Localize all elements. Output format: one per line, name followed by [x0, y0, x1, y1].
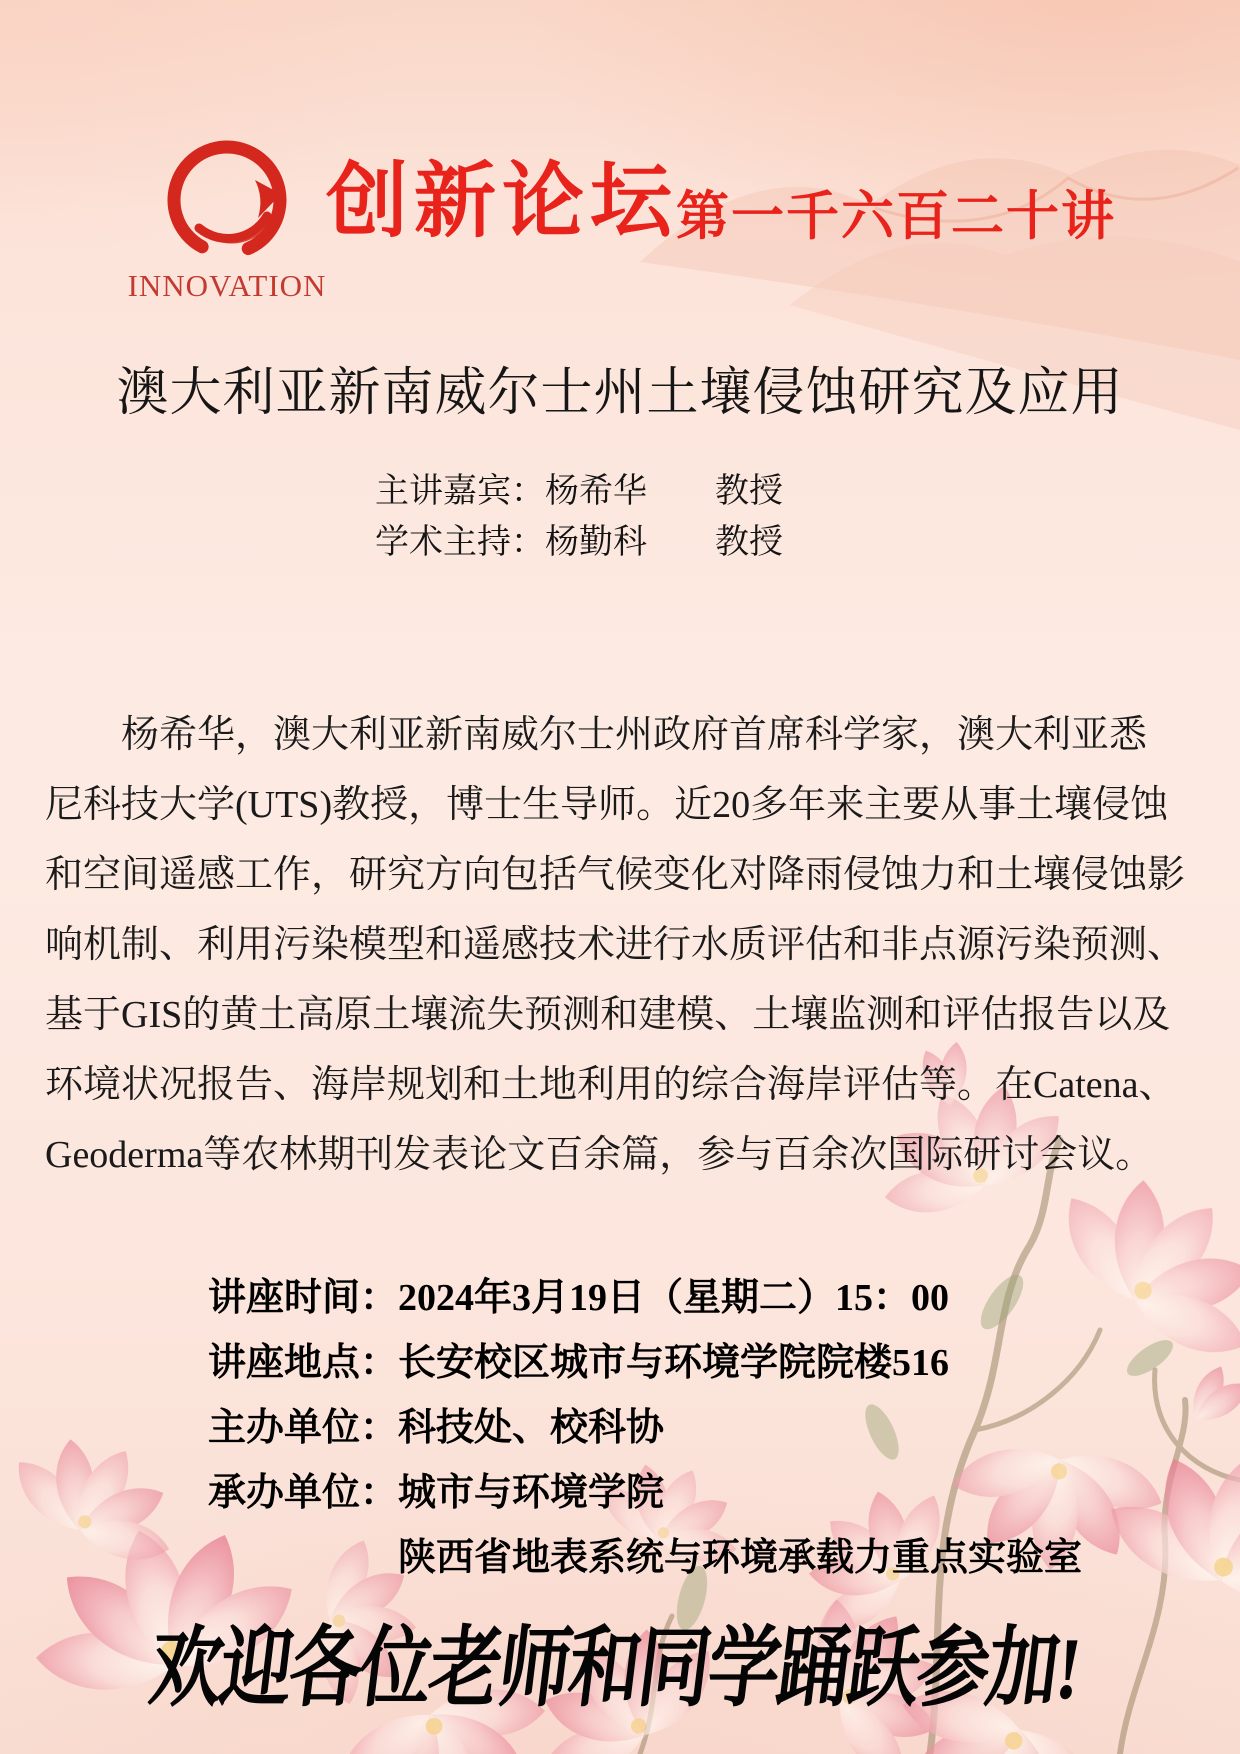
detail-location-label: 讲座地点： [208, 1342, 399, 1384]
detail-undertaker-line2 [208, 1526, 1082, 1591]
detail-organizer-label: 主办单位： [208, 1407, 399, 1449]
speaker-row-guest [375, 466, 783, 517]
page-title: 澳大利亚新南威尔士州土壤侵蚀研究及应用 [116, 365, 1124, 422]
bio-line: 响机制、利用污染模型和遥感技术进行水质评估和非点源污染预测、 [45, 924, 1186, 966]
innovation-logo [112, 132, 342, 304]
speakers-block [375, 466, 783, 568]
innovation-swirl-icon [161, 132, 293, 264]
forum-title: 创新论坛 [326, 156, 679, 247]
detail-time-label: 讲座时间： [208, 1277, 399, 1319]
biography-paragraph [45, 700, 1195, 1190]
bio-line: 环境状况报告、海岸规划和土地利用的综合海岸评估等。在Catena、 [45, 1064, 1177, 1106]
logo-wordmark: INNOVATION [127, 268, 327, 303]
speaker-name: 杨希华 [545, 473, 647, 510]
bio-line: Geoderma等农林期刊发表论文百余篇，参与百余次国际研讨会议。 [45, 1134, 1154, 1176]
detail-undertaker-value: 城市与环境学院 [398, 1472, 665, 1514]
detail-organizer-value: 科技处、校科协 [398, 1407, 665, 1449]
speaker-degree: 教授 [715, 524, 783, 561]
speaker-row-host [375, 517, 783, 568]
detail-undertaker-label: 承办单位： [208, 1472, 399, 1514]
detail-location [208, 1331, 1082, 1396]
bio-line: 和空间遥感工作，研究方向包括气候变化对降雨侵蚀力和土壤侵蚀影 [45, 854, 1186, 896]
speaker-degree: 教授 [715, 473, 783, 510]
speaker-name: 杨勤科 [545, 524, 647, 561]
welcome-calligraphy: 欢迎各位老师和同学踊跃参加! [144, 1621, 1085, 1718]
detail-undertaker [208, 1461, 1082, 1526]
speaker-label: 学术主持： [375, 524, 545, 561]
detail-undertaker-value2: 陕西省地表系统与环境承载力重点实验室 [398, 1537, 1083, 1579]
lecture-number: 第一千六百二十讲 [676, 187, 1116, 246]
detail-location-value: 长安校区城市与环境学院院楼516 [398, 1342, 950, 1384]
bio-line: 杨希华，澳大利亚新南威尔士州政府首席科学家，澳大利亚悉 [121, 714, 1148, 756]
bio-line: 尼科技大学(UTS)教授，博士生导师。近20多年来主要从事土壤侵蚀 [45, 784, 1169, 826]
lecture-details [208, 1266, 1082, 1591]
bio-line: 基于GIS的黄土高原土壤流失预测和建模、土壤监测和评估报告以及 [45, 994, 1171, 1036]
detail-time-value: 2024年3月19日（星期二）15：00 [398, 1277, 950, 1319]
speaker-label: 主讲嘉宾： [375, 473, 545, 510]
detail-time [208, 1266, 1082, 1331]
detail-organizer [208, 1396, 1082, 1461]
